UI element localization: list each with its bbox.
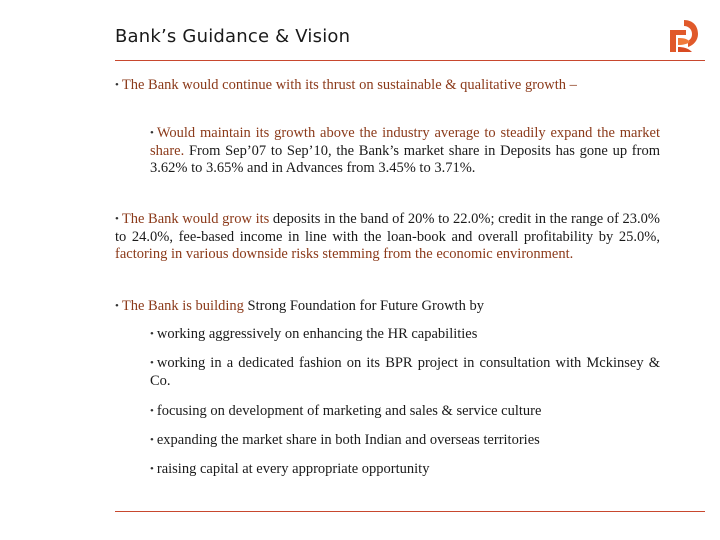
bullet-icon: • bbox=[150, 357, 154, 369]
bottom-divider bbox=[115, 511, 705, 512]
sub-item: • expanding the market share in both Indian and overseas territories bbox=[150, 432, 540, 448]
bullet-icon: • bbox=[115, 79, 119, 91]
point-1: • The Bank would continue with its thrust on sustainable & qualitative growth – bbox=[115, 77, 577, 93]
sub-item: • working aggressively on enhancing the HR capabilities bbox=[150, 326, 478, 342]
bullet-icon: • bbox=[115, 213, 119, 225]
bullet-icon: • bbox=[115, 300, 119, 312]
top-divider bbox=[115, 60, 705, 61]
point-2: • The Bank would grow its deposits in the band of 20% to 22.0%; credit in the range of 23.0% to 24.0%, fee-based income in line with the loan-book and overall profitability by 25.0%, factoring in various downside risks stemming from the economic environment. bbox=[115, 211, 660, 262]
bullet-icon: • bbox=[150, 127, 154, 139]
sub-item: • focusing on development of marketing and sales & service culture bbox=[150, 403, 542, 419]
sub-item: • working in a dedicated fashion on its BPR project in consultation with Mckinsey & Co. bbox=[150, 355, 660, 389]
point-3: • The Bank is building Strong Foundation for Future Growth by bbox=[115, 298, 484, 314]
bullet-icon: • bbox=[150, 405, 154, 417]
bank-logo-icon bbox=[664, 16, 704, 56]
bullet-icon: • bbox=[150, 434, 154, 446]
slide-title: Bank’s Guidance & Vision bbox=[115, 26, 351, 47]
point-1-sub: • Would maintain its growth above the industry average to steadily expand the market share. From Sep’07 to Sep’10, the Bank’s market share in Deposits has gone up from 3.62% to 3.65% and in Advances from 3.45% to 3.71%. bbox=[150, 125, 660, 176]
bullet-icon: • bbox=[150, 328, 154, 340]
sub-item: • raising capital at every appropriate opportunity bbox=[150, 461, 430, 477]
bullet-icon: • bbox=[150, 463, 154, 475]
